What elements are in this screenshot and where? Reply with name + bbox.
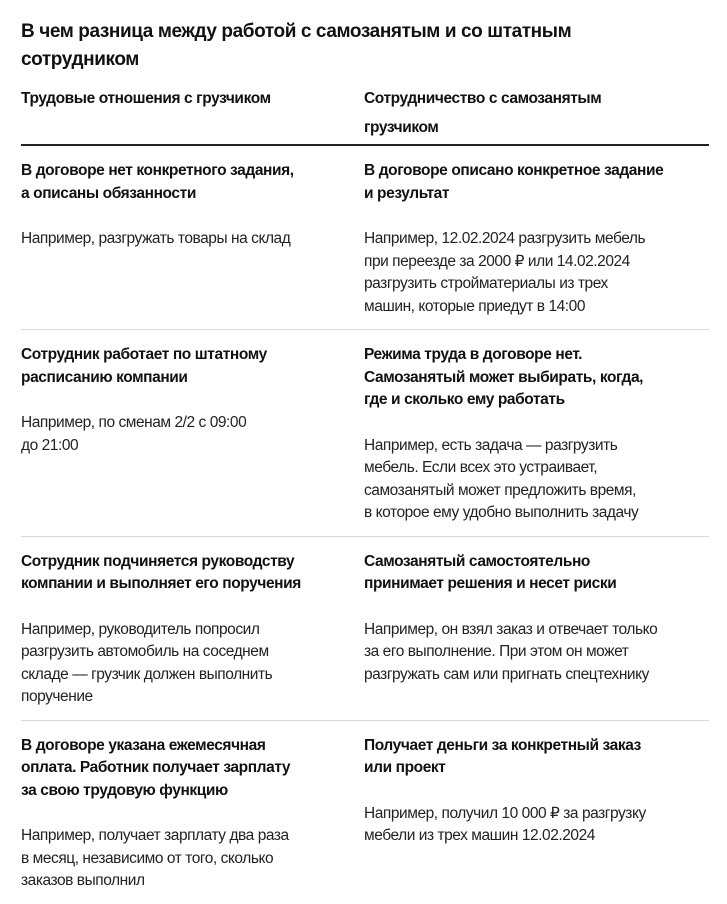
table-cell-left [21, 735, 364, 893]
table-cell-right [364, 344, 709, 525]
table-cell-right [364, 735, 709, 893]
cell-title: Сотрудник подчиняется руководству компании и выполняет его поручения [21, 552, 301, 592]
column-header-employee: Трудовые отношения с грузчиком [21, 90, 271, 107]
cell-example: Например, есть задача — разгрузить мебель. Если всех это устраивает, самозанятый может предложить время, в которое ему удобно выполнить задачу [364, 436, 639, 521]
table-cell-right [364, 160, 709, 318]
cell-title: Сотрудник работает по штатному расписанию компании [21, 346, 267, 386]
cell-example: Например, он взял заказ и отвечает только за его выполнение. При этом он может разгружать сам или пригнать спецтехнику [364, 620, 658, 683]
cell-example: Например, руководитель попросил разгрузить автомобиль на соседнем складе — грузчик должен выполнить поручение [21, 620, 273, 705]
comparison-table [21, 0, 709, 904]
column-header-self-employed: Сотрудничество с самозанятым грузчиком [364, 90, 602, 136]
table-header [21, 84, 709, 146]
table-row [21, 721, 709, 904]
cell-example: Например, получает зарплату два раза в месяц, независимо от того, сколько заказов выполнил [21, 827, 289, 889]
table-row [21, 330, 709, 537]
table-row [21, 537, 709, 721]
cell-example: Например, по сменам 2/2 с 09:00 до 21:00 [21, 414, 247, 454]
table-cell-left [21, 160, 364, 318]
cell-title: В договоре нет конкретного задания, а описаны обязанности [21, 162, 294, 202]
cell-title: В договоре описано конкретное задание и результат [364, 162, 664, 202]
cell-title: Получает деньги за конкретный заказ или проект [364, 736, 641, 776]
page-title: В чем разница между работой с самозанятым и со штатным сотрудником [21, 21, 572, 70]
cell-example: Например, получил 10 000 ₽ за разгрузку мебели из трех машин 12.02.2024 [364, 804, 646, 844]
cell-title: Самозанятый самостоятельно принимает решения и несет риски [364, 552, 617, 592]
table-cell-left [21, 344, 364, 525]
table-row [21, 146, 709, 330]
table-cell-right [364, 551, 709, 709]
cell-title: Режима труда в договоре нет. Самозанятый может выбирать, когда, где и сколько ему работать [364, 346, 644, 408]
cell-example: Например, разгружать товары на склад [21, 230, 291, 247]
table-cell-left [21, 551, 364, 709]
cell-example: Например, 12.02.2024 разгрузить мебель при переезде за 2000 ₽ или 14.02.2024 разгрузить стройматериалы из трех машин, которые приедут в 14:00 [364, 230, 646, 315]
cell-title: В договоре указана ежемесячная оплата. Работник получает зарплату за свою трудовую функцию [21, 736, 291, 799]
